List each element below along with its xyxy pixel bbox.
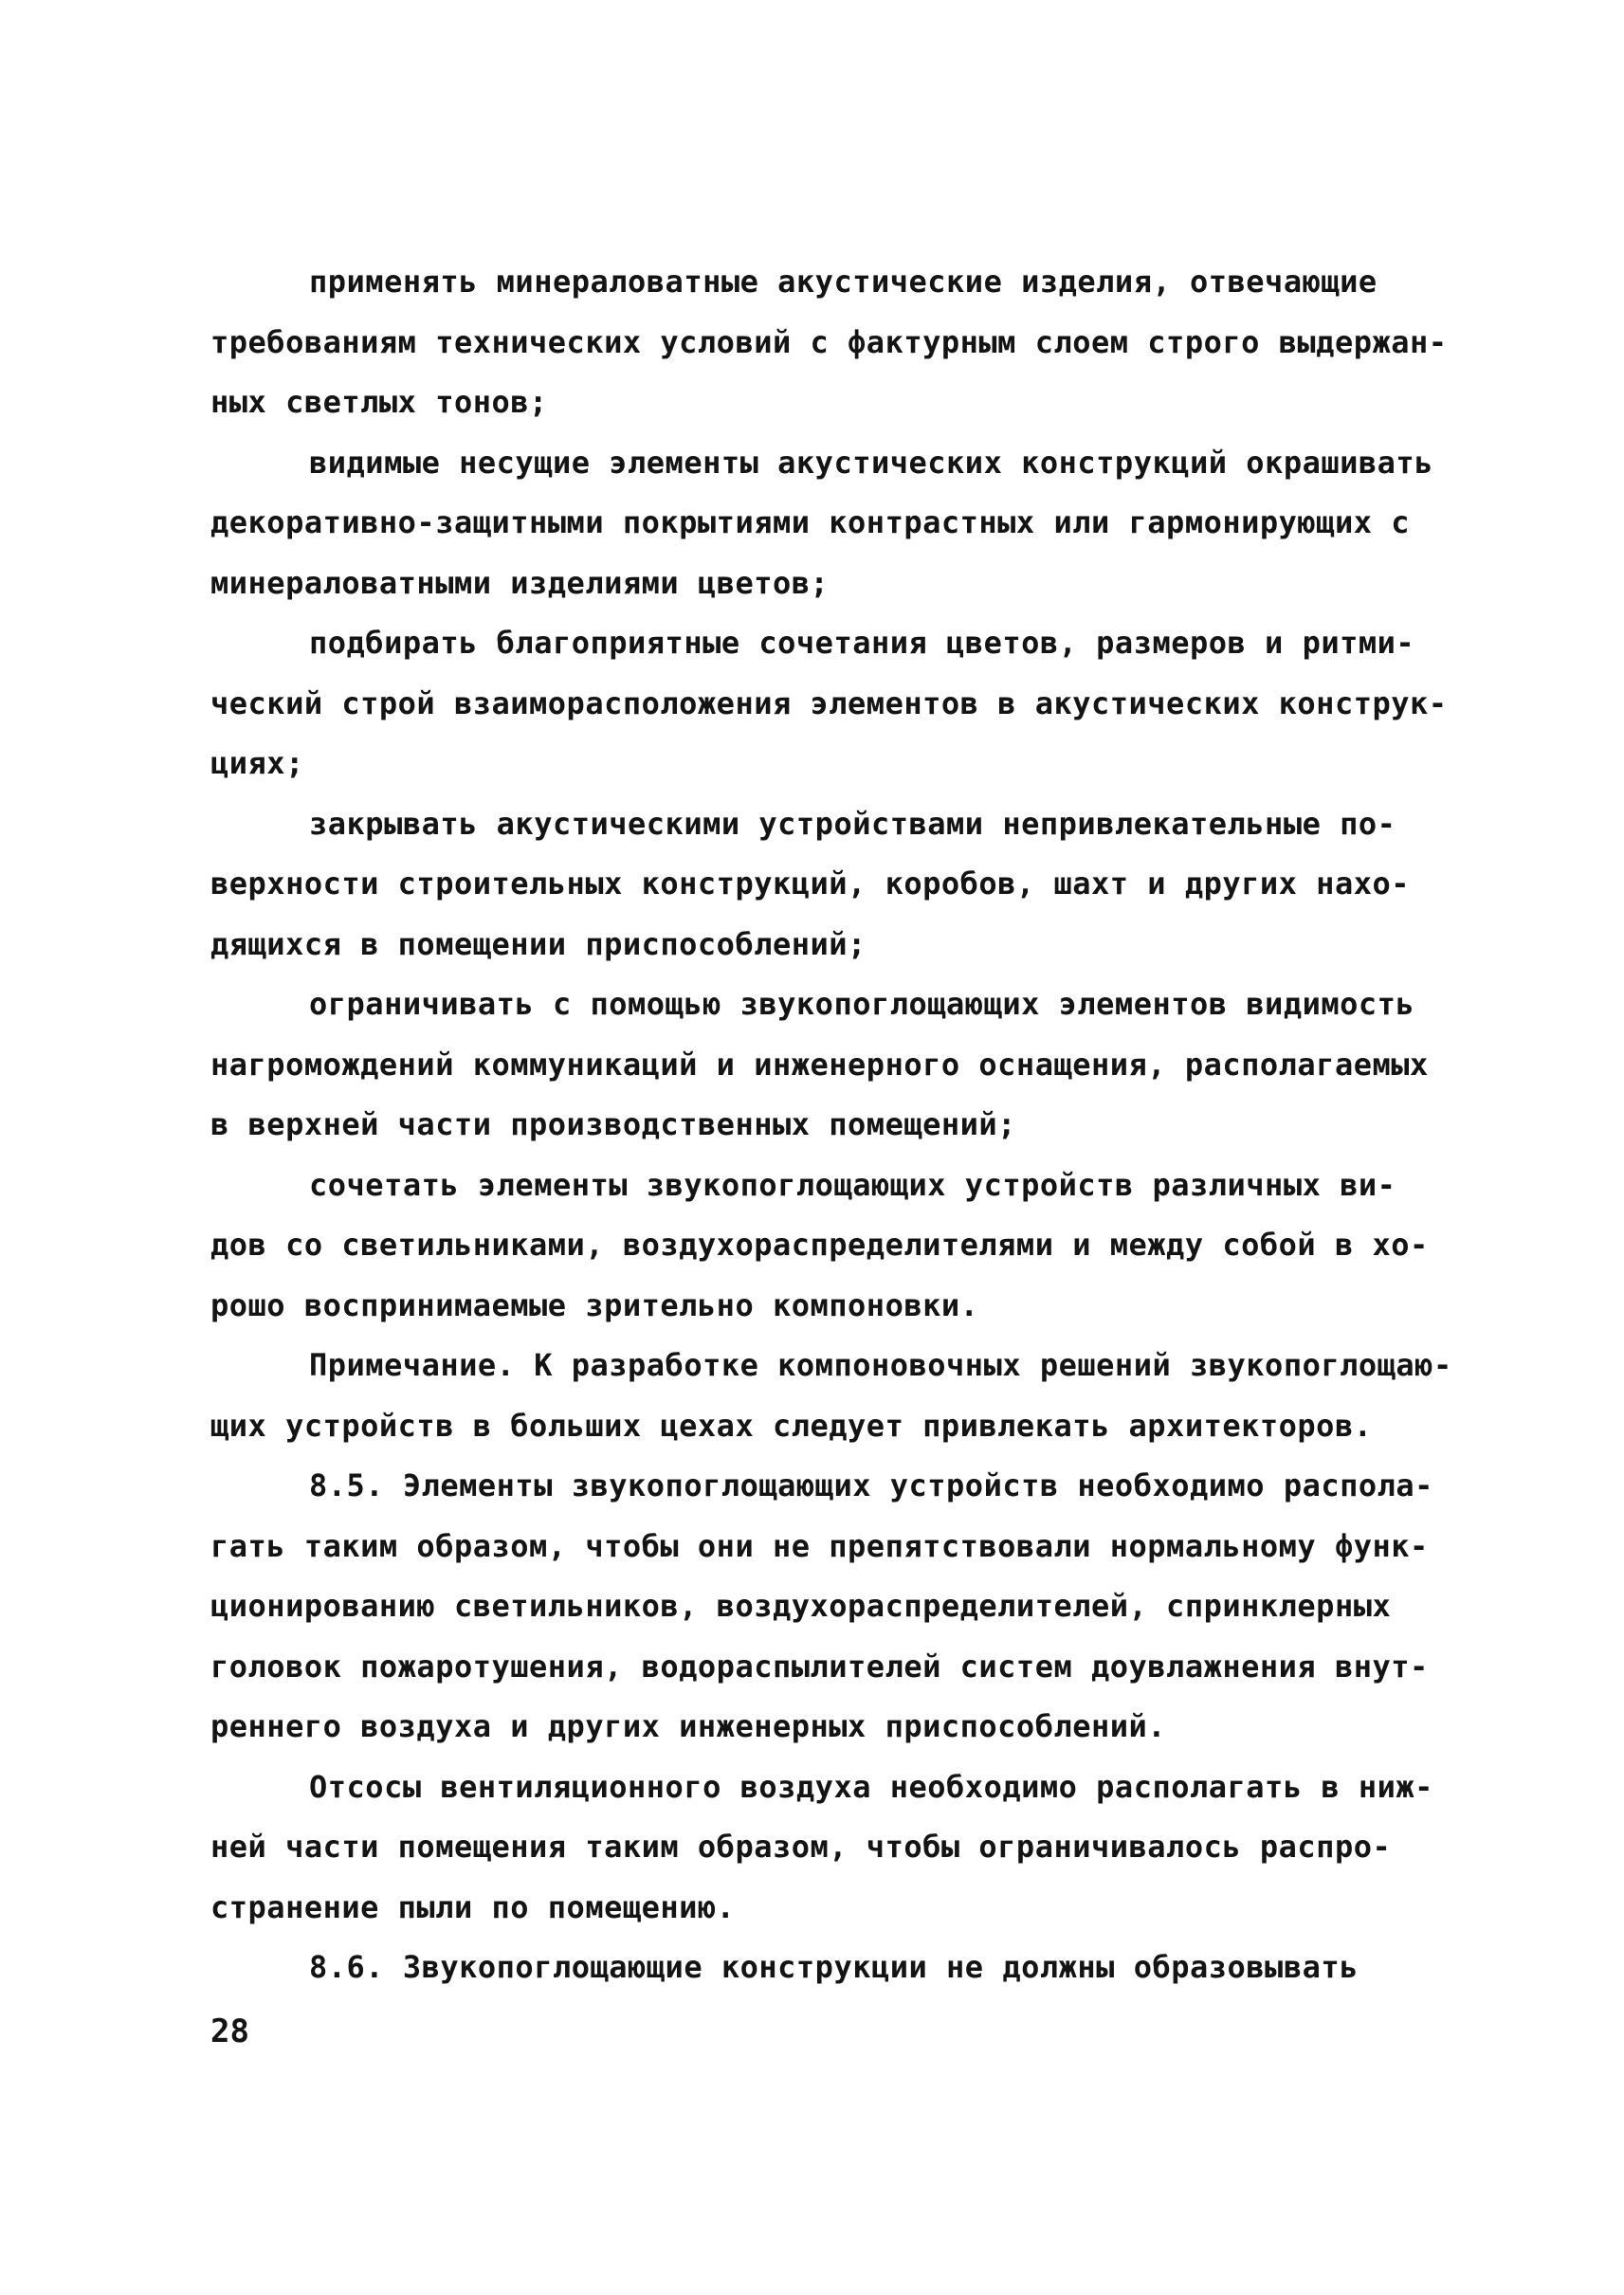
- text-line: ограничивать с помощью звукопоглощающих элементов видимость: [309, 986, 1415, 1022]
- text-line: Примечание. К разработке компоновочных решений звукопоглощаю-: [309, 1347, 1452, 1383]
- body-text: [210, 252, 1462, 1998]
- text-line: сочетать элементы звукопоглощающих устройств различных ви-: [309, 1166, 1396, 1203]
- text-line: рошо воспринимаемые зрительно компоновки.: [210, 1286, 979, 1323]
- text-line: головок пожаротушения, водораспылителей систем доувлажнения внут-: [210, 1648, 1429, 1685]
- text-line: декоративно-защитными покрытиями контрастных или гармонирующих с: [210, 504, 1410, 540]
- text-line: щих устройств в больших цехах следует привлекать архитекторов.: [210, 1407, 1373, 1444]
- text-line: ных светлых тонов;: [210, 384, 548, 420]
- text-line: минераловатными изделиями цветов;: [210, 564, 830, 601]
- text-line: реннего воздуха и других инженерных приспособлений.: [210, 1708, 1167, 1744]
- text-line: странение пыли по помещению.: [210, 1888, 736, 1925]
- text-line: закрывать акустическими устройствами непривлекательные по-: [309, 805, 1396, 842]
- page-number: 28: [210, 2013, 249, 2050]
- text-line: 8.6. Звукопоглощающие конструкции не должны образовывать: [309, 1949, 1359, 1985]
- text-line: 8.5. Элементы звукопоглощающих устройств необходимо распола-: [309, 1467, 1433, 1503]
- text-line: в верхней части производственных помещений;: [210, 1106, 1016, 1142]
- text-line: дов со светильниками, воздухораспределителями и между собой в хо-: [210, 1227, 1429, 1263]
- text-line: видимые несущие элементы акустических конструкций окрашивать: [309, 444, 1433, 481]
- text-line: применять минераловатные акустические изделия, отвечающие: [309, 264, 1378, 300]
- text-line: Отсосы вентиляционного воздуха необходимо располагать в ниж-: [309, 1768, 1433, 1805]
- text-line: верхности строительных конструкций, коробов, шахт и других нахо-: [210, 865, 1410, 902]
- text-line: гать таким образом, чтобы они не препятствовали нормальному функ-: [210, 1527, 1429, 1564]
- text-line: ческий строй взаиморасположения элементов в акустических конструк-: [210, 684, 1448, 721]
- text-line: требованиям технических условий с фактурным слоем строго выдержан-: [210, 323, 1448, 360]
- text-line: дящихся в помещении приспособлений;: [210, 925, 867, 962]
- text-line: подбирать благоприятные сочетания цветов, размеров и ритми-: [309, 625, 1415, 661]
- text-line: ней части помещения таким образом, чтобы ограничивалось распро-: [210, 1829, 1392, 1865]
- text-line: циях;: [210, 745, 304, 781]
- text-line: нагромождений коммуникаций и инженерного оснащения, располагаемых: [210, 1046, 1429, 1083]
- text-line: ционированию светильников, воздухораспределителей, спринклерных: [210, 1588, 1392, 1624]
